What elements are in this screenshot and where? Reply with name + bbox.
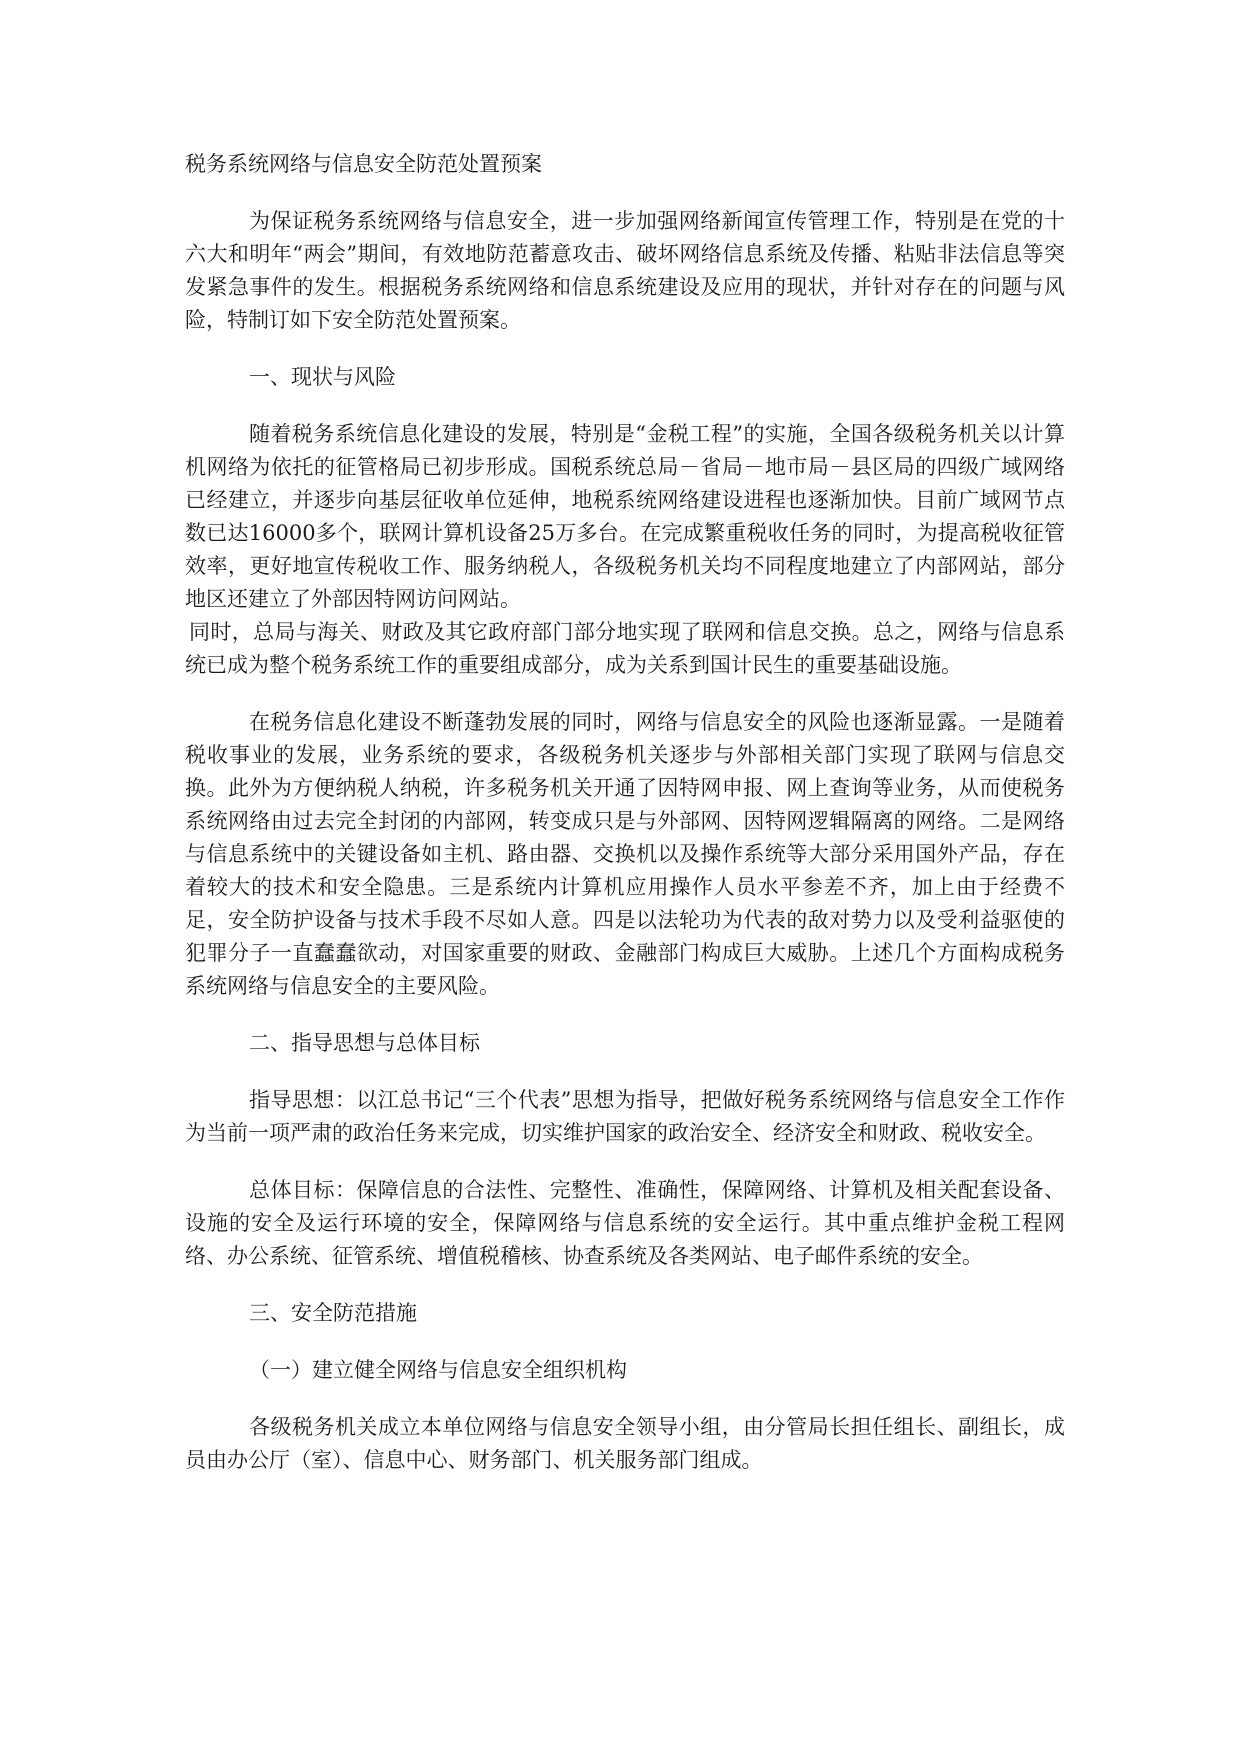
- overall-goal-paragraph: 总体目标：保障信息的合法性、完整性、准确性，保障网络、计算机及相关配套设备、设施的安全及运行环境的安全，保障网络与信息系统的安全运行。其中重点维护金税工程网络、办公系统、征管系统、增值税稽核、协查系统及各类网站、电子邮件系统的安全。: [185, 1178, 1065, 1268]
- section-heading-1: 一、现状与风险: [249, 365, 396, 389]
- status-paragraph-cont: 同时，总局与海关、财政及其它政府部门部分地实现了联网和信息交换。总之，网络与信息系统已成为整个税务系统工作的重要组成部分，成为关系到国计民生的重要基础设施。: [185, 620, 1065, 677]
- subsection-heading-1: （一）建立健全网络与信息安全组织机构: [249, 1358, 627, 1382]
- risk-paragraph: 在税务信息化建设不断蓬勃发展的同时，网络与信息安全的风险也逐渐显露。一是随着税收事业的发展，业务系统的要求，各级税务机关逐步与外部相关部门实现了联网与信息交换。此外为方便纳税人纳税，许多税务机关开通了因特网申报、网上查询等业务，从而使税务系统网络由过去完全封闭的内部网，转变成只是与外部网、因特网逻辑隔离的网络。二是网络与信息系统中的关键设备如主机、路由器、交换机以及操作系统等大部分采用国外产品，存在着较大的技术和安全隐患。三是系统内计算机应用操作人员水平参差不齐，加上由于经费不足，安全防护设备与技术手段不尽如人意。四是以法轮功为代表的敌对势力以及受利益驱使的犯罪分子一直蠢蠢欲动，对国家重要的财政、金融部门构成巨大威胁。上述几个方面构成税务系统网络与信息安全的主要风险。: [185, 710, 1065, 998]
- document-page: [185, 148, 1065, 1501]
- document-title: 税务系统网络与信息安全防范处置预案: [185, 152, 542, 176]
- section-heading-2: 二、指导思想与总体目标: [249, 1031, 480, 1055]
- section-heading-3: 三、安全防范措施: [249, 1301, 417, 1325]
- guiding-thought-paragraph: 指导思想：以江总书记“三个代表”思想为指导，把做好税务系统网络与信息安全工作作为当前一项严肃的政治任务来完成，切实维护国家的政治安全、经济安全和财政、税收安全。: [185, 1088, 1065, 1145]
- intro-paragraph: 为保证税务系统网络与信息安全，进一步加强网络新闻宣传管理工作，特别是在党的十六大和明年“两会”期间，有效地防范蓄意攻击、破坏网络信息系统及传播、粘贴非法信息等突发紧急事件的发生。根据税务系统网络和信息系统建设及应用的现状，并针对存在的问题与风险，特制订如下安全防范处置预案。: [185, 209, 1065, 332]
- organization-paragraph: 各级税务机关成立本单位网络与信息安全领导小组，由分管局长担任组长、副组长，成员由办公厅（室）、信息中心、财务部门、机关服务部门组成。: [185, 1415, 1065, 1472]
- status-paragraph: 随着税务系统信息化建设的发展，特别是“金税工程”的实施，全国各级税务机关以计算机网络为依托的征管格局已初步形成。国税系统总局－省局－地市局－县区局的四级广域网络已经建立，并逐步向基层征收单位延伸，地税系统网络建设进程也逐渐加快。目前广域网节点数已达16000多个，联网计算机设备25万多台。在完成繁重税收任务的同时，为提高税收征管效率，更好地宣传税收工作、服务纳税人，各级税务机关均不同程度地建立了内部网站，部分地区还建立了外部因特网访问网站。: [185, 422, 1065, 611]
